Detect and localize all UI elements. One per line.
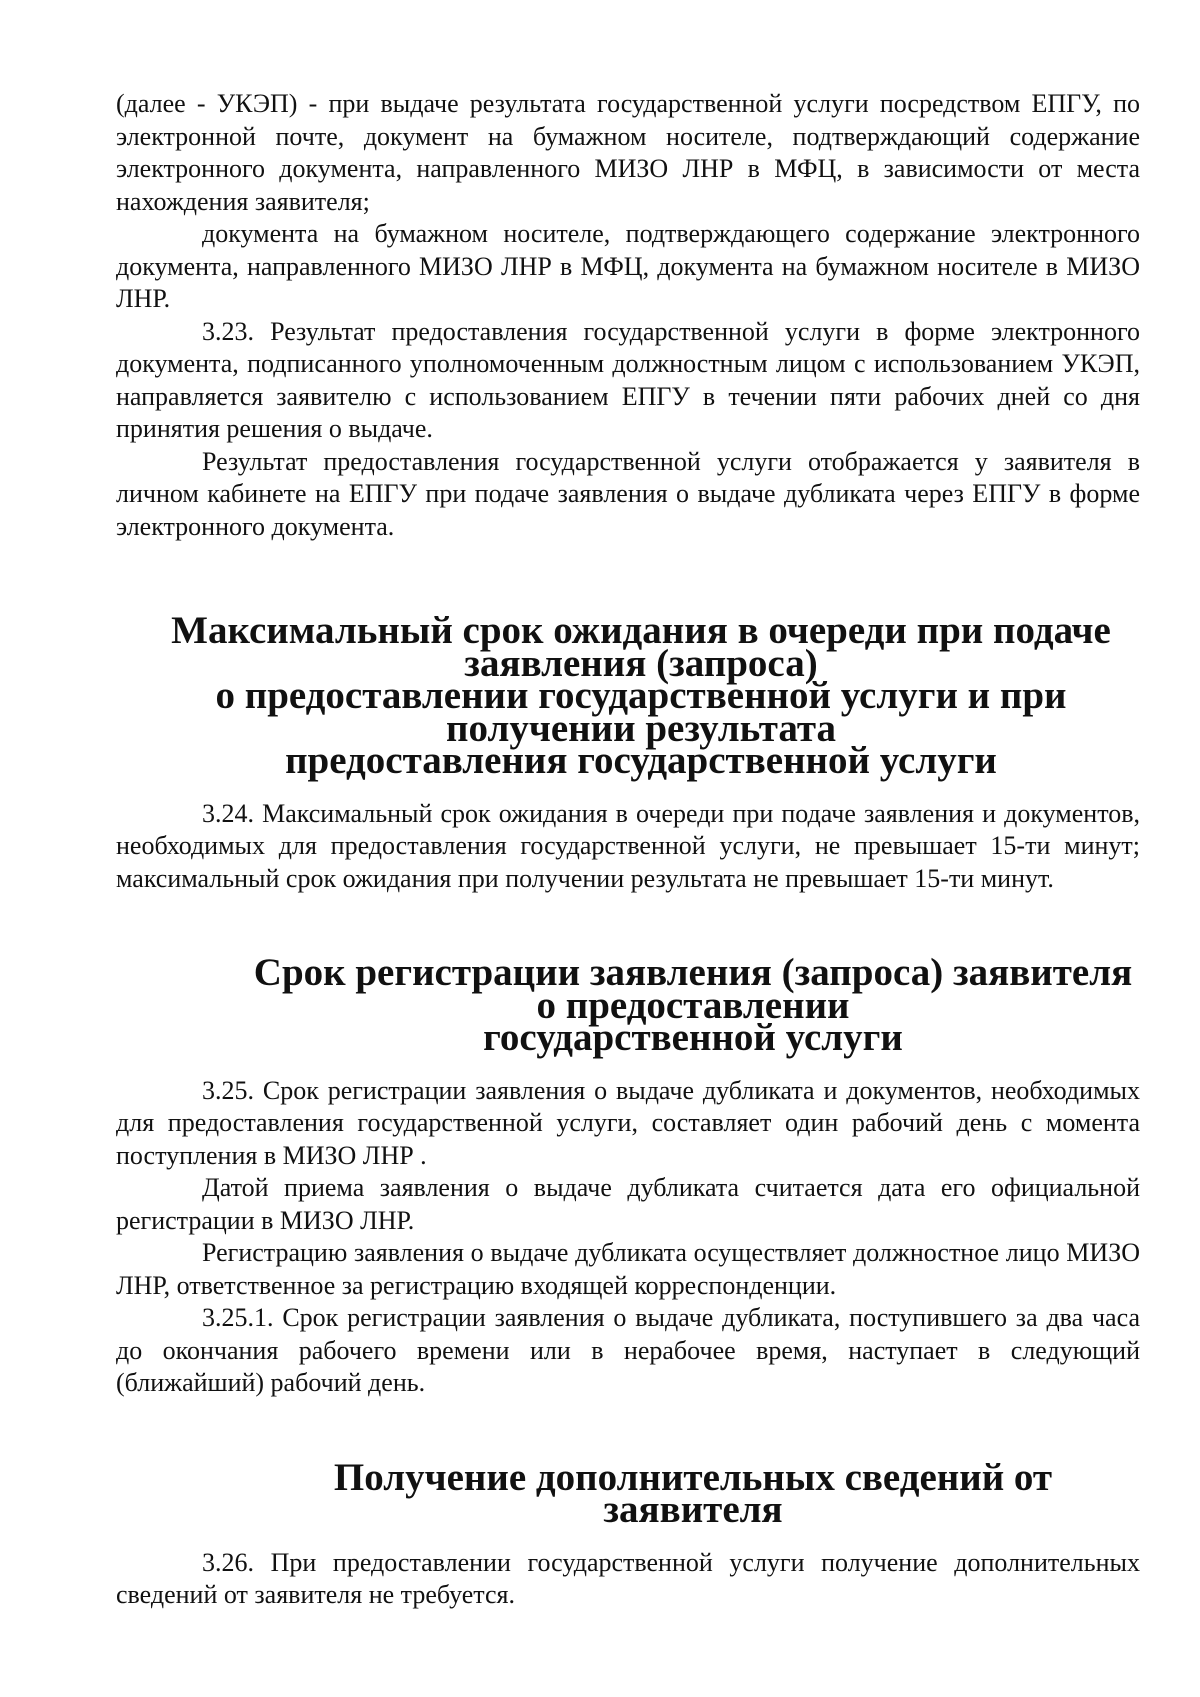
paragraph-paper-document: документа на бумажном носителе, подтверждающего содержание электронного документа, направленного МИЗО ЛНР в МФЦ, документа на бумажном носителе в МИЗО ЛНР. bbox=[116, 219, 1140, 313]
paragraph-acceptance-date: Датой приема заявления о выдаче дубликата считается дата его официальной регистрации в МИЗО ЛНР. bbox=[116, 1173, 1140, 1235]
heading-line: о предоставлении государственной услуги и при получении результата bbox=[215, 674, 1067, 750]
paragraph-3-26: 3.26. При предоставлении государственной услуги получение дополнительных сведений от заявителя не требуется. bbox=[116, 1547, 1140, 1609]
section-heading-additional-info bbox=[116, 1455, 1140, 1531]
paragraph-3-24: 3.24. Максимальный срок ожидания в очереди при подаче заявления и документов, необходимых для предоставления государственной услуги, не превышает 15-ти минут; максимальный срок ожидания при получении результата не превышает 15-ти минут. bbox=[116, 798, 1140, 893]
heading-line: Максимальный срок ожидания в очереди при подаче заявления (запроса) bbox=[171, 609, 1111, 685]
paragraph-result-display: Результат предоставления государственной услуги отображается у заявителя в личном кабинете на ЕПГУ при подаче заявления о выдаче дубликата через ЕПГУ в форме электронного документа. bbox=[116, 446, 1140, 541]
heading-line: Получение дополнительных сведений от заявителя bbox=[333, 1455, 1053, 1531]
section-heading-registration-term bbox=[116, 951, 1140, 1059]
paragraph-3-23: 3.23. Результат предоставления государственной услуги в форме электронного документа, подписанного уполномоченным должностным лицом с использованием УКЭП, направляется заявителю с использованием ЕПГУ в течении пяти рабочих дней со дня принятия решения о выдаче. bbox=[116, 316, 1140, 443]
heading-line: Срок регистрации заявления (запроса) заявителя о предоставлении bbox=[253, 951, 1133, 1027]
document-page bbox=[116, 88, 1140, 1612]
paragraph-3-25: 3.25. Срок регистрации заявления о выдаче дубликата и документов, необходимых для предоставления государственной услуги, составляет один рабочий день с момента поступления в МИЗО ЛНР . bbox=[116, 1075, 1140, 1170]
heading-line: предоставления государственной услуги bbox=[285, 739, 997, 782]
section-heading-max-wait bbox=[116, 609, 1140, 782]
paragraph-registration-officer: Регистрацию заявления о выдаче дубликата осуществляет должностное лицо МИЗО ЛНР, ответственное за регистрацию входящей корреспонденции. bbox=[116, 1238, 1140, 1300]
paragraph-3-25-1: 3.25.1. Срок регистрации заявления о выдаче дубликата, поступившего за два часа до окончания рабочего времени или в нерабочее время, наступает в следующий (ближайший) рабочий день. bbox=[116, 1303, 1140, 1397]
heading-line: государственной услуги bbox=[483, 1016, 903, 1059]
paragraph-ukep: (далее - УКЭП) - при выдаче результата государственной услуги посредством ЕПГУ, по электронной почте, документ на бумажном носителе, подтверждающий содержание электронного документа, направленного МИЗО ЛНР в МФЦ, в зависимости от места нахождения заявителя; bbox=[116, 89, 1140, 216]
